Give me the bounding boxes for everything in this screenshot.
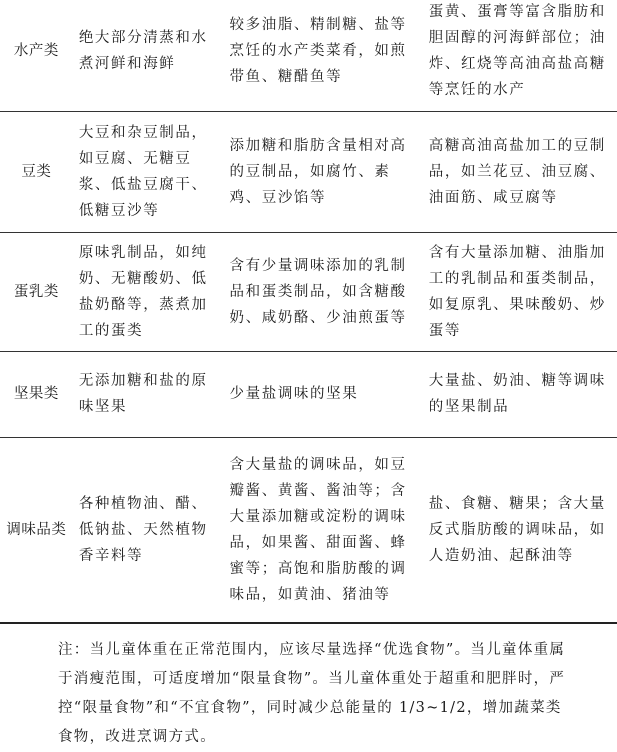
table-row [0,351,617,437]
preferred-food-cell: 绝大部分清蒸和水煮河鲜和海鲜 [78,29,208,72]
preferred-food-cell: 各种植物油、醋、低钠盐、天然植物香辛料等 [78,495,208,564]
preferred-food-cell: 大豆和杂豆制品，如豆腐、无糖豆浆、低盐豆腐干、低糖豆沙等 [78,124,208,219]
category-cell: 调味品类 [6,521,67,538]
avoid-food-cell: 蛋黄、蛋膏等富含脂肪和胆固醇的河海鲜部位；油炸、红烧等高油高盐高糖等烹饪的水产 [428,3,606,98]
limited-food-cell: 较多油脂、精制糖、盐等烹饪的水产类菜肴，如煎带鱼、糖醋鱼等 [229,16,407,85]
category-cell: 蛋乳类 [13,283,59,300]
avoid-food-cell: 高糖高油高盐加工的豆制品，如兰花豆、油豆腐、油面筋、咸豆腐等 [428,137,606,206]
category-cell: 坚果类 [13,386,59,402]
avoid-food-cell: 含有大量添加糖、油脂加工的乳制品和蛋类制品，如复原乳、果味酸奶、炒蛋等 [428,244,606,339]
table-row [0,0,617,111]
limited-food-cell: 含大量盐的调味品，如豆瓣酱、黄酱、酱油等；含大量添加糖或淀粉的调味品，如果酱、甜面酱、蜂蜜等；高饱和脂肪酸的调味品，如黄油、猪油等 [229,456,407,603]
avoid-food-cell: 盐、食糖、糖果；含大量反式脂肪酸的调味品，如人造奶油、起酥油等 [428,495,606,564]
category-cell: 豆类 [21,163,52,180]
table-row [0,111,617,232]
table-row [0,437,617,623]
avoid-food-cell: 大量盐、奶油、糖等调味的坚果制品 [428,373,606,415]
table-row [0,232,617,351]
preferred-food-cell: 原味乳制品，如纯奶、无糖酸奶、低盐奶酪等，蒸煮加工的蛋类 [78,244,208,339]
limited-food-cell: 少量盐调味的坚果 [229,386,359,402]
preferred-food-cell: 无添加糖和盐的原味坚果 [78,373,208,415]
limited-food-cell: 含有少量调味添加的乳制品和蛋类制品，如含糖酸奶、咸奶酪、少油煎蛋等 [229,257,407,326]
limited-food-cell: 添加糖和脂肪含量相对高的豆制品，如腐竹、素鸡、豆沙馅等 [229,137,407,206]
category-cell: 水产类 [13,42,59,59]
table-footnote: 注：当儿童体重在正常范围内，应该尽量选择“优选食物”。当儿童体重属于消瘦范围，可适度增加“限量食物”。当儿童体重处于超重和肥胖时，严控“限量食物”和“不宜食物”，同时减少总能量的 1/3~1/2，增加蔬菜类食物，改进烹调方式。 [58,642,566,745]
